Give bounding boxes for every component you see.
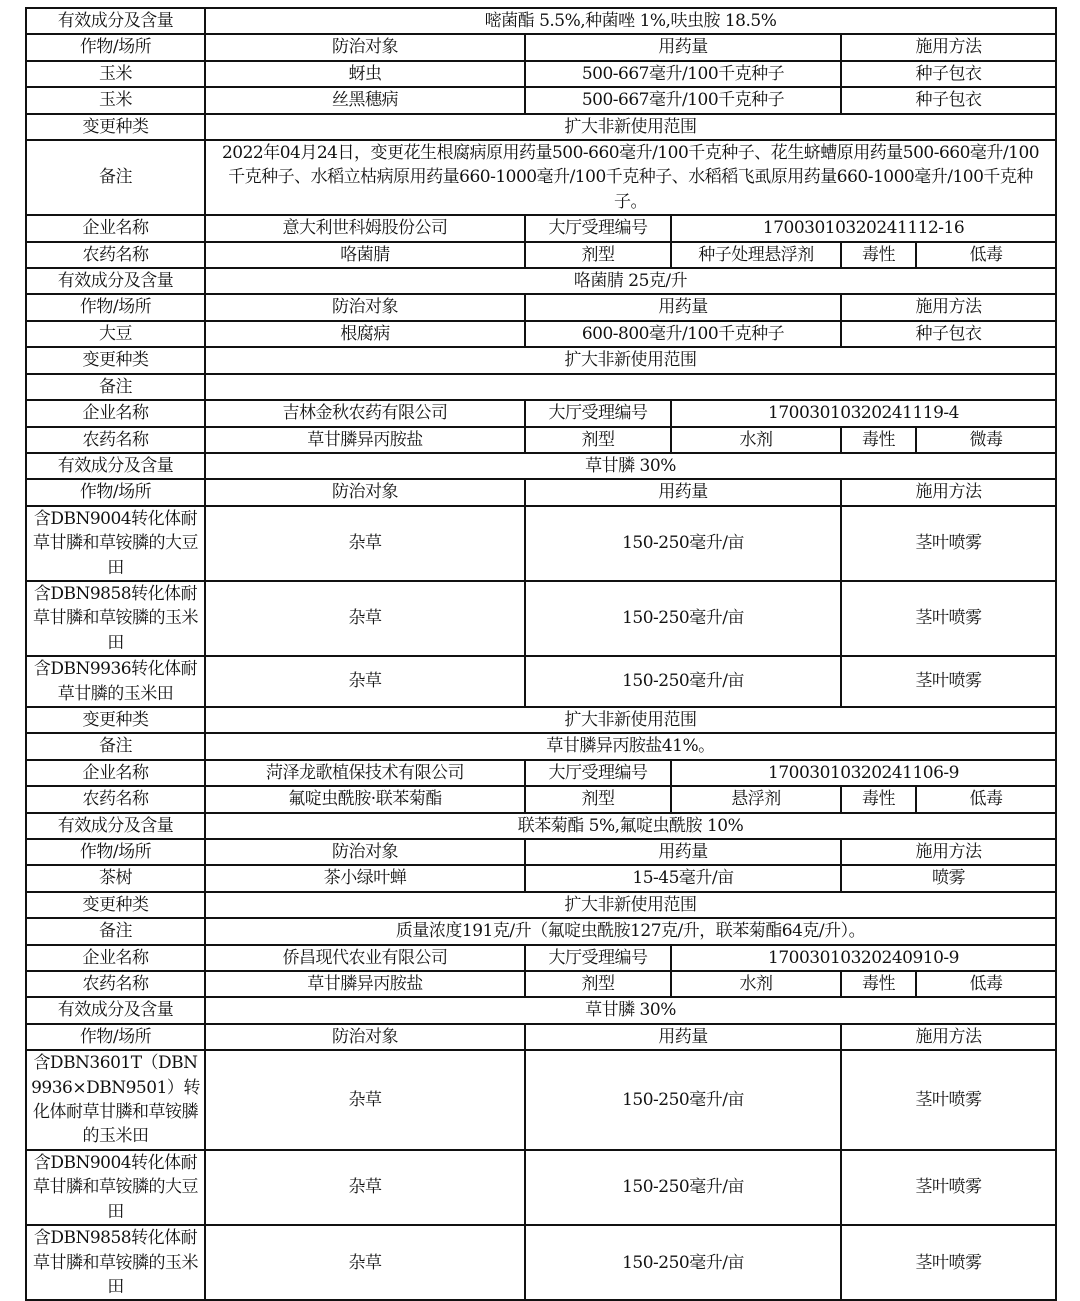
- table-row-use: [26, 87, 1056, 113]
- table-cell: 茎叶喷雾: [841, 656, 1056, 707]
- table-cell: 草甘膦异丙胺盐41%。: [205, 733, 1056, 759]
- table-cell: 600-800毫升/100千克种子: [525, 321, 841, 347]
- row-label-cell: 含DBN9936转化体耐草甘膦的玉米田: [26, 656, 205, 707]
- table-cell: 低毒: [916, 242, 1056, 268]
- table-cell: 大厅受理编号: [525, 760, 671, 786]
- row-label-cell: 大豆: [26, 321, 205, 347]
- table-cell: 茎叶喷雾: [841, 506, 1056, 581]
- table-cell: 用药量: [525, 294, 841, 320]
- row-label-cell: 作物/场所: [26, 294, 205, 320]
- table-cell: 扩大非新使用范围: [205, 114, 1056, 140]
- table-row-company: [26, 760, 1056, 786]
- table-cell: 茎叶喷雾: [841, 1225, 1056, 1300]
- table-cell: 150-250毫升/亩: [525, 1050, 841, 1150]
- row-label-cell: 变更种类: [26, 892, 205, 918]
- table-cell: 质量浓度191克/升（氟啶虫酰胺127克/升，联苯菊酯64克/升）。: [205, 918, 1056, 944]
- table-cell: 草甘膦异丙胺盐: [205, 971, 525, 997]
- table-cell: 种子包衣: [841, 321, 1056, 347]
- table-cell: 茎叶喷雾: [841, 1150, 1056, 1225]
- row-label-cell: 含DBN9004转化体耐草甘膦和草铵膦的大豆田: [26, 506, 205, 581]
- table-row-use: [26, 506, 1056, 581]
- table-row-use: [26, 1050, 1056, 1150]
- table-row-use: [26, 61, 1056, 87]
- table-cell: 150-250毫升/亩: [525, 1225, 841, 1300]
- table-row-use: [26, 865, 1056, 891]
- table-row-full: [26, 733, 1056, 759]
- table-cell: 防治对象: [205, 839, 525, 865]
- table-row-pesticide: [26, 786, 1056, 812]
- table-row-pesticide: [26, 242, 1056, 268]
- row-label-cell: 农药名称: [26, 971, 205, 997]
- table-cell: 剂型: [525, 242, 671, 268]
- table-cell: 防治对象: [205, 1024, 525, 1050]
- row-label-cell: 变更种类: [26, 114, 205, 140]
- row-label-cell: 备注: [26, 918, 205, 944]
- row-label-cell: 有效成分及含量: [26, 453, 205, 479]
- table-cell: 500-667毫升/100千克种子: [525, 61, 841, 87]
- row-label-cell: 企业名称: [26, 400, 205, 426]
- row-label-cell: 作物/场所: [26, 34, 205, 60]
- table-row-ingredient: [26, 813, 1056, 839]
- table-cell: 15-45毫升/亩: [525, 865, 841, 891]
- row-label-cell: 企业名称: [26, 760, 205, 786]
- row-label-cell: 含DBN9858转化体耐草甘膦和草铵膦的玉米田: [26, 1225, 205, 1300]
- row-label-cell: 作物/场所: [26, 479, 205, 505]
- table-cell: 侨昌现代农业有限公司: [205, 945, 525, 971]
- table-cell: 施用方法: [841, 34, 1056, 60]
- table-cell: 意大利世科姆股份公司: [205, 215, 525, 241]
- table-row-use: [26, 1225, 1056, 1300]
- table-row-use: [26, 1024, 1056, 1050]
- table-cell: 用药量: [525, 1024, 841, 1050]
- table-cell: 蚜虫: [205, 61, 525, 87]
- table-row-use: [26, 581, 1056, 656]
- table-row-company: [26, 400, 1056, 426]
- table-cell: 2022年04月24日，变更花生根腐病原用药量500-660毫升/100千克种子、花生蛴螬原用药量500-660毫升/100千克种子、水稻立枯病原用药量660-1000毫升/100千克种子、水稻稻飞虱原用药量660-1000毫升/100千克种子。: [205, 140, 1056, 215]
- table-cell: 防治对象: [205, 34, 525, 60]
- table-row-pesticide: [26, 971, 1056, 997]
- table-cell: 杂草: [205, 656, 525, 707]
- table-cell: 毒性: [841, 786, 916, 812]
- table-row-use: [26, 656, 1056, 707]
- row-label-cell: 有效成分及含量: [26, 997, 205, 1023]
- table-cell: 扩大非新使用范围: [205, 892, 1056, 918]
- table-cell: 剂型: [525, 971, 671, 997]
- table-cell: 用药量: [525, 479, 841, 505]
- row-label-cell: 企业名称: [26, 945, 205, 971]
- table-cell: 茎叶喷雾: [841, 1050, 1056, 1150]
- row-label-cell: 变更种类: [26, 347, 205, 373]
- table-row-pesticide: [26, 427, 1056, 453]
- table-cell: 喷雾: [841, 865, 1056, 891]
- table-cell: 防治对象: [205, 294, 525, 320]
- table-cell: 毒性: [841, 971, 916, 997]
- row-label-cell: 有效成分及含量: [26, 813, 205, 839]
- table-row-use: [26, 479, 1056, 505]
- table-cell: 微毒: [916, 427, 1056, 453]
- table-cell: 用药量: [525, 839, 841, 865]
- table-cell: 施用方法: [841, 1024, 1056, 1050]
- table-row-use: [26, 1150, 1056, 1225]
- table-row-full: [26, 374, 1056, 400]
- table-cell: 草甘膦异丙胺盐: [205, 427, 525, 453]
- row-label-cell: 玉米: [26, 87, 205, 113]
- table-cell: 剂型: [525, 427, 671, 453]
- row-label-cell: 含DBN9004转化体耐草甘膦和草铵膦的大豆田: [26, 1150, 205, 1225]
- table-row-company: [26, 945, 1056, 971]
- table-cell: 扩大非新使用范围: [205, 707, 1056, 733]
- table-cell: 17003010320241119-4: [671, 400, 1056, 426]
- table-cell: 茎叶喷雾: [841, 581, 1056, 656]
- row-label-cell: 茶树: [26, 865, 205, 891]
- table-row-use: [26, 839, 1056, 865]
- table-cell: 嘧菌酯 5.5%,种菌唑 1%,呋虫胺 18.5%: [205, 8, 1056, 34]
- table-cell: 低毒: [916, 786, 1056, 812]
- table-cell: 毒性: [841, 427, 916, 453]
- table-row-full: [26, 140, 1056, 215]
- table-cell: 杂草: [205, 1150, 525, 1225]
- table-cell: 防治对象: [205, 479, 525, 505]
- table-row-use: [26, 321, 1056, 347]
- table-cell: 杂草: [205, 1050, 525, 1150]
- table-cell: 吉林金秋农药有限公司: [205, 400, 525, 426]
- table-cell: 施用方法: [841, 479, 1056, 505]
- table-body: [26, 8, 1056, 1300]
- row-label-cell: 作物/场所: [26, 839, 205, 865]
- table-cell: 杂草: [205, 581, 525, 656]
- table-row-ingredient: [26, 8, 1056, 34]
- row-label-cell: 玉米: [26, 61, 205, 87]
- table-row-company: [26, 215, 1056, 241]
- table-cell: 低毒: [916, 971, 1056, 997]
- table-cell: 水剂: [671, 971, 841, 997]
- row-label-cell: 含DBN3601T（DBN9936×DBN9501）转化体耐草甘膦和草铵膦的玉米田: [26, 1050, 205, 1150]
- pesticide-registration-table: [25, 7, 1057, 1301]
- table-cell: 杂草: [205, 506, 525, 581]
- table-row-ingredient: [26, 268, 1056, 294]
- table-cell: 茶小绿叶蝉: [205, 865, 525, 891]
- row-label-cell: 农药名称: [26, 786, 205, 812]
- row-label-cell: 有效成分及含量: [26, 268, 205, 294]
- table-row-full: [26, 114, 1056, 140]
- table-cell: 17003010320241112-16: [671, 215, 1056, 241]
- table-row-full: [26, 707, 1056, 733]
- table-cell: 咯菌腈 25克/升: [205, 268, 1056, 294]
- table-row-ingredient: [26, 997, 1056, 1023]
- table-cell: 扩大非新使用范围: [205, 347, 1056, 373]
- table-cell: 草甘膦 30%: [205, 997, 1056, 1023]
- row-label-cell: 变更种类: [26, 707, 205, 733]
- table-cell: 150-250毫升/亩: [525, 1150, 841, 1225]
- table-cell: 大厅受理编号: [525, 215, 671, 241]
- table-cell: 种子包衣: [841, 87, 1056, 113]
- table-cell: 大厅受理编号: [525, 400, 671, 426]
- table-row-full: [26, 892, 1056, 918]
- table-cell: 杂草: [205, 1225, 525, 1300]
- table-row-use: [26, 34, 1056, 60]
- table-row-ingredient: [26, 453, 1056, 479]
- row-label-cell: 含DBN9858转化体耐草甘膦和草铵膦的玉米田: [26, 581, 205, 656]
- table-cell: 根腐病: [205, 321, 525, 347]
- table-cell: 毒性: [841, 242, 916, 268]
- table-cell: 菏泽龙歌植保技术有限公司: [205, 760, 525, 786]
- table-cell: 剂型: [525, 786, 671, 812]
- table-row-full: [26, 918, 1056, 944]
- table-row-full: [26, 347, 1056, 373]
- table-cell: 氟啶虫酰胺·联苯菊酯: [205, 786, 525, 812]
- table-cell: 大厅受理编号: [525, 945, 671, 971]
- table-cell: 丝黑穗病: [205, 87, 525, 113]
- table-cell: 施用方法: [841, 839, 1056, 865]
- row-label-cell: 作物/场所: [26, 1024, 205, 1050]
- table-cell: 150-250毫升/亩: [525, 581, 841, 656]
- table-cell: 咯菌腈: [205, 242, 525, 268]
- table-cell: 150-250毫升/亩: [525, 506, 841, 581]
- table-cell: 联苯菊酯 5%,氟啶虫酰胺 10%: [205, 813, 1056, 839]
- table-cell: 种子包衣: [841, 61, 1056, 87]
- row-label-cell: 农药名称: [26, 427, 205, 453]
- table-cell: 水剂: [671, 427, 841, 453]
- table-cell: 500-667毫升/100千克种子: [525, 87, 841, 113]
- table-cell: 150-250毫升/亩: [525, 656, 841, 707]
- table-cell: 草甘膦 30%: [205, 453, 1056, 479]
- table-cell: 施用方法: [841, 294, 1056, 320]
- row-label-cell: 备注: [26, 140, 205, 215]
- table-row-use: [26, 294, 1056, 320]
- table-cell: 17003010320240910-9: [671, 945, 1056, 971]
- table-cell: [205, 374, 1056, 400]
- row-label-cell: 有效成分及含量: [26, 8, 205, 34]
- table-cell: 17003010320241106-9: [671, 760, 1056, 786]
- row-label-cell: 农药名称: [26, 242, 205, 268]
- row-label-cell: 备注: [26, 374, 205, 400]
- table-cell: 种子处理悬浮剂: [671, 242, 841, 268]
- row-label-cell: 企业名称: [26, 215, 205, 241]
- table-cell: 悬浮剂: [671, 786, 841, 812]
- table-cell: 用药量: [525, 34, 841, 60]
- row-label-cell: 备注: [26, 733, 205, 759]
